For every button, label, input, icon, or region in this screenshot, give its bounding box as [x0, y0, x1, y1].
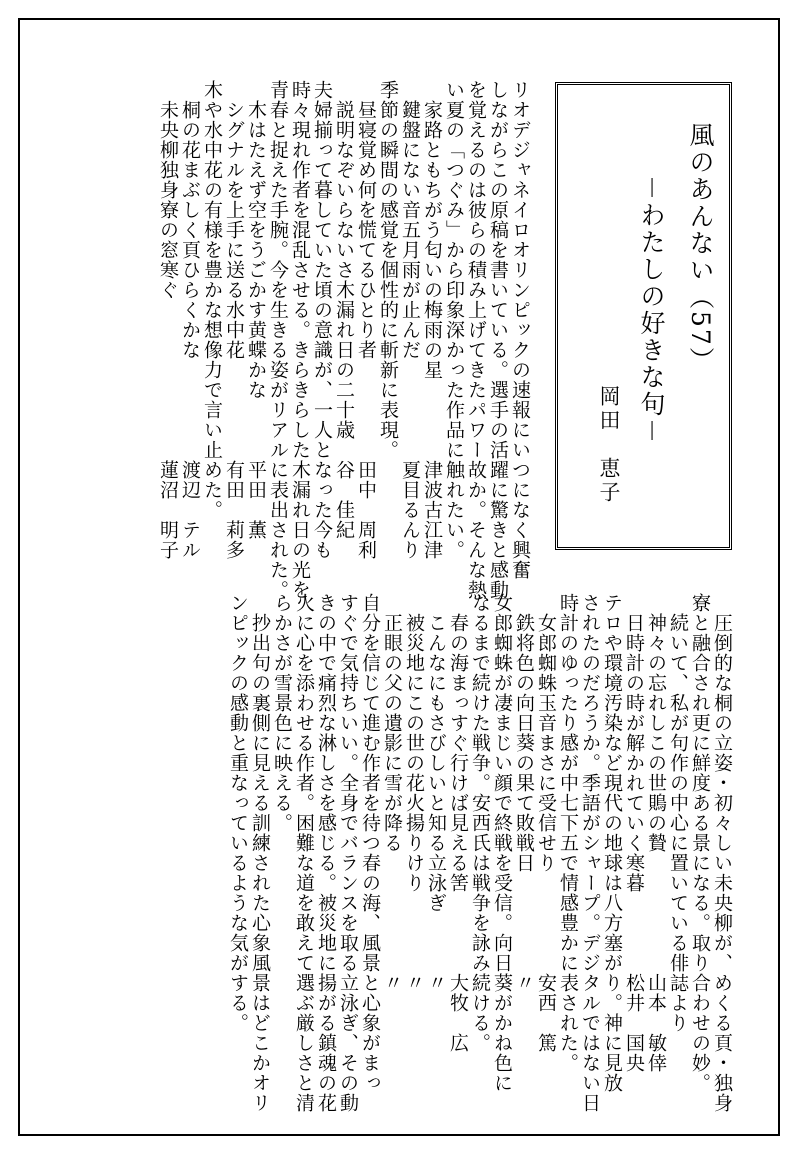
lower-text-line: 続いて、私が句作の中心に置いている俳誌より — [667, 593, 689, 1033]
lower-text-line: 火に心を添わせる作者。困難な道を敢えて選ぶ厳しさと清 — [293, 593, 315, 1113]
lower-text-line: 時計のゆったり感が中七下五で情感豊かに表された。 — [557, 593, 579, 1073]
lower-text-line: なるまで続けた戦争。安西氏は戦争を詠み続ける。 — [469, 593, 491, 1053]
upper-text-line: い夏の「つぐみ」から印象深かった作品に触れたい。 — [443, 80, 465, 560]
upper-text-line: 季節の瞬間の感覚を個性的に斬新に表現。 — [377, 80, 399, 460]
lower-text-line: 圧倒的な桐の立姿・初々しい未央柳が、めくる頁・独身 — [711, 593, 733, 1113]
upper-text-line: 説明なぞいらないさ木漏れ日の二十歳 谷 佳紀 — [333, 80, 355, 540]
lower-text-line: 鉄将色の向日葵の果て敗戦日 〃 — [513, 593, 535, 993]
lower-text-line: 自分を信じて進む作者を待つ春の海、風景と心象がまっ — [359, 593, 381, 1093]
lower-text-line: 春の海まっすぐ行けば見える筈 大牧 広 — [447, 593, 469, 1053]
lower-text-line: 正眼の父の遺影に雪が降る 〃 — [381, 593, 403, 993]
upper-text-line: 未央柳独身寮の窓寒ぐ 蓮沼 明子 — [157, 80, 179, 560]
upper-text-line: リオデジャネイロオリンピックの速報にいつになく興奮 — [509, 80, 531, 580]
upper-text-line: 木や水中花の有様を豊かな想像力で言い止めた。 — [201, 80, 223, 520]
lower-text-line: テロや環境汚染など現代の地球は八方塞がり。神に見放 — [601, 593, 623, 1093]
lower-text-line: 寮と融合され更に鮮度ある景になる。取り合わせの妙。 — [689, 593, 711, 1093]
lower-text-line: きの中で痛烈な淋しさを感じる。被災地に揚がる鎮魂の花 — [315, 593, 337, 1113]
lower-text-line: 被災地にこの世の花火揚りけり 〃 — [403, 593, 425, 993]
lower-text-line: 抄出句の裏側に見える訓練された心象風景はどこかオリ — [249, 593, 271, 1113]
lower-text-line: すぐで気持ちいい。全身でバランスを取る立泳ぎ、その動 — [337, 593, 359, 1113]
upper-text-line: 青春と捉えた手腕。今を生きる姿がリアルに表出された。 — [267, 80, 289, 600]
lower-text-line: らかさが雪景色に映える。 — [271, 593, 293, 833]
lower-text-line: こんなにもさびしいと知る立泳ぎ 〃 — [425, 593, 447, 993]
upper-text-line: 木はたえず空をうごかす黄蝶かな 平田 薫 — [245, 80, 267, 540]
upper-text-line: 家路ともちがう匂いの梅雨の星 津波古江津 — [421, 80, 443, 560]
lower-text-line: 女郎蜘蛛が凄まじい顔で終戦を受信。向日葵がかね色に — [491, 593, 513, 1093]
lower-text-line: 女郎蜘蛛玉音まさに受信せり 安西 篤 — [535, 593, 557, 1053]
upper-text-line: 夫婦揃って暮していた頃の意識が、一人となった今も — [311, 80, 333, 560]
upper-text-line: しながらこの原稿を書いている。選手の活躍に驚きと感動 — [487, 80, 509, 600]
lower-text-line: ンピックの感動と重なっているような気がする。 — [227, 593, 249, 1033]
upper-text-line: 昼寝覚め何を慌てるひとり者 田中 周利 — [355, 80, 377, 560]
upper-text-line: 桐の花まぶしく頁ひらくかな 渡辺 テル — [179, 80, 201, 560]
lower-text-line: 日時計の時が解かれていく寒暮 松井 国央 — [623, 593, 645, 1073]
author-name: 岡田 恵子 — [597, 385, 621, 505]
lower-text-line: 神々の忘れしこの世鵙の贄 山本 敏倖 — [645, 593, 667, 1073]
essay-title: 風のあんない（57） — [686, 122, 715, 374]
lower-text-line: されたのだろうか。季語がシャープ。デジタルではない日 — [579, 593, 601, 1113]
upper-text-line: シグナルを上手に送る水中花 有田 莉多 — [223, 80, 245, 560]
upper-text-line: 鍵盤にない音五月雨が止んだ 夏目るんり — [399, 80, 421, 560]
upper-text-line: を覚えるのは彼らの積み上げてきたパワー故か。そんな熱 — [465, 80, 487, 600]
upper-text-line: 時々現れ作者を混乱させる。きらきらした木漏れ日の光を — [289, 80, 311, 600]
essay-subtitle: －わたしの好きな句－ — [637, 175, 666, 446]
